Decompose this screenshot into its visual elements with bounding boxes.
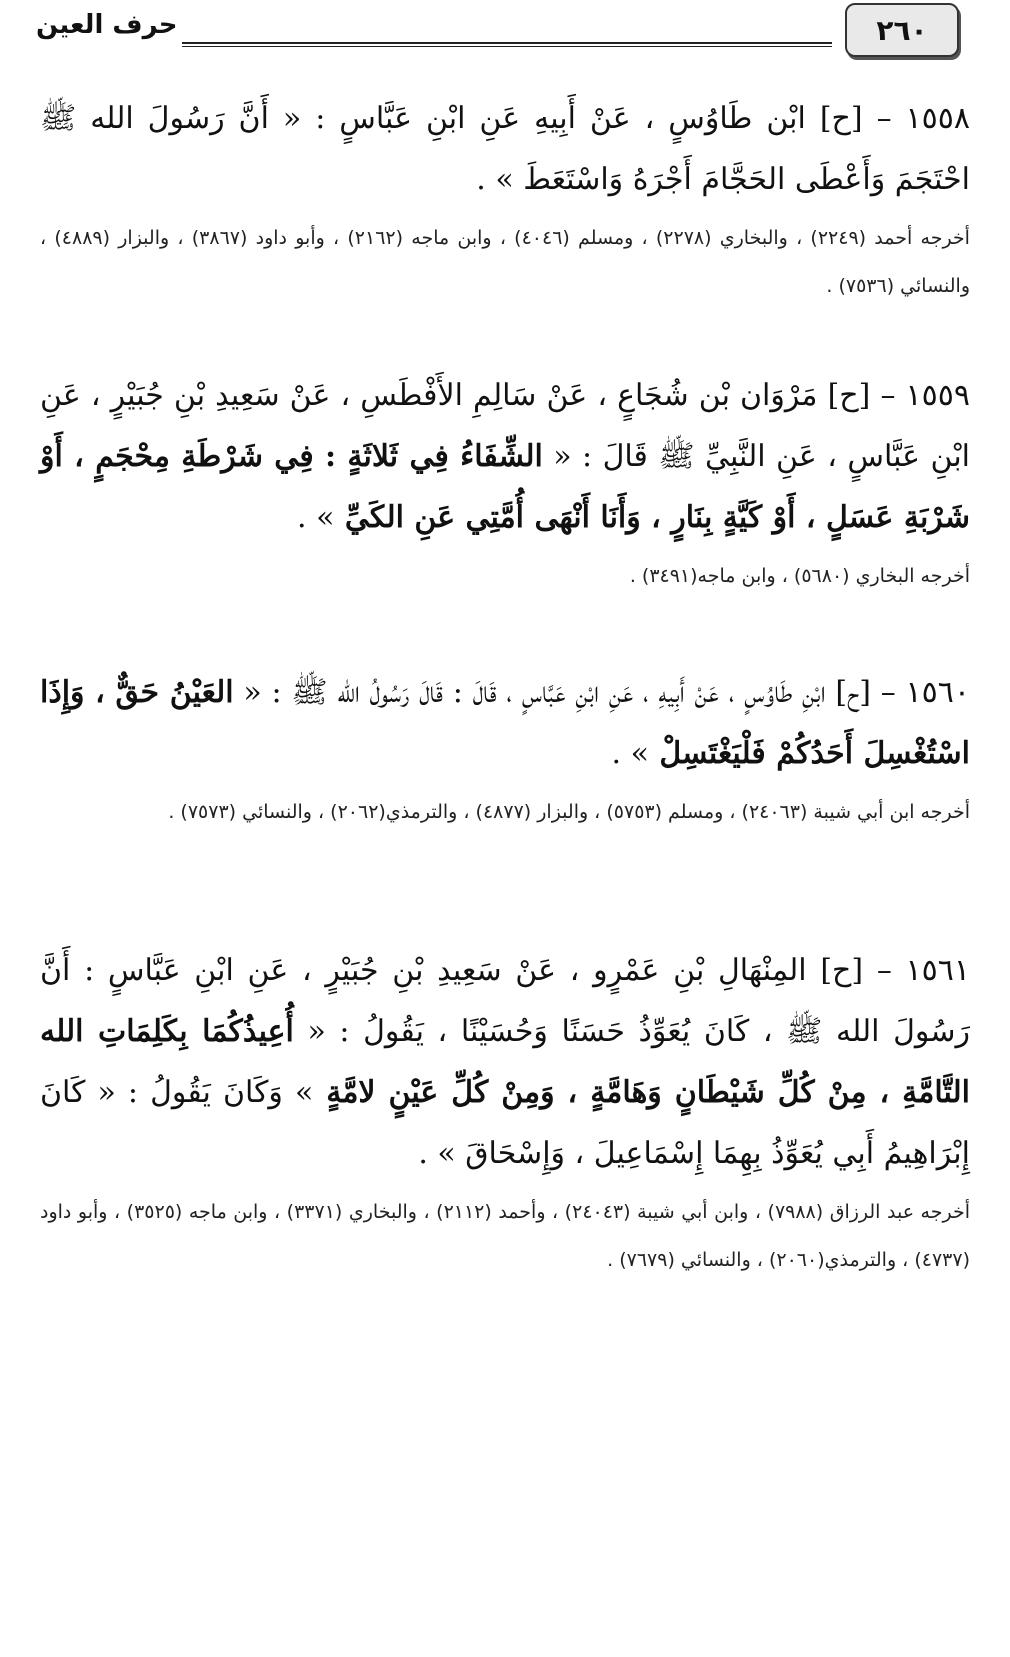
hadith-intro: – [ح] المِنْهَالِ بْنِ عَمْرٍو ، عَنْ سَعِيدِ بْنِ جُبَيْرٍ ، عَنِ ابْنِ عَبَّاسٍ : أَنَّ رَسُولَ الله ﷺ ، كَانَ يُعَوِّذُ حَسَنًا وَحُسَيْنًا ، يَقُولُ : «: [40, 953, 970, 1049]
page-number: ٢٦٠: [876, 13, 928, 47]
hadith-entry-1561: [40, 940, 970, 1284]
hadith-text: [40, 365, 970, 548]
hadith-text: [40, 940, 970, 1184]
takhrij-note: أخرجه البخاري (٥٦٨٠) ، وابن ماجه(٣٤٩١) .: [629, 565, 970, 587]
hadith-text: [40, 662, 970, 784]
hadith-text: [40, 88, 970, 210]
takhrij-note: أخرجه ابن أبي شيبة (٢٤٠٦٣) ، ومسلم (٥٧٥٣) ، والبزار (٤٨٧٧) ، والترمذي(٢٠٦٢) ، والنسائي (٧٥٧٣) .: [168, 801, 970, 823]
hadith-entry-1560: [40, 662, 970, 836]
hadith-quote: العَيْنُ حَقٌّ ، وَإِذَا اسْتُغْسِلَ أَحَدُكُمْ فَلْيَغْتَسِلْ: [40, 675, 970, 771]
header-rule: [182, 42, 832, 47]
hadith-entry-1559: [40, 365, 970, 600]
hadith-intro: – [ح] ابْنِ طَاوُسٍ ، عَنْ أَبِيهِ ، عَنِ ابْنِ عَبَّاسٍ ، قَالَ : قَالَ رَسُولُ الله ﷺ : «: [243, 675, 896, 710]
hadith-outro: » .: [297, 500, 335, 535]
hadith-entry-1558: [40, 88, 970, 310]
page-number-badge: [845, 3, 959, 57]
chapter-title: حرف العين: [36, 10, 178, 40]
hadith-outro: » .: [611, 736, 649, 771]
hadith-outro: » وَكَانَ يَقُولُ : « كَانَ إِبْرَاهِيمُ أَبِي يُعَوِّذُ بِهِمَا إِسْمَاعِيلَ ، وَإِسْحَاقَ » .: [40, 1075, 970, 1171]
hadith-intro: – [ح] مَرْوَان بْن شُجَاعٍ ، عَنْ سَالِمِ الأَفْطَسِ ، عَنْ سَعِيدِ بْنِ جُبَيْرٍ ، عَنِ ابْنِ عَبَّاسٍ ، عَنِ النَّبِيِّ ﷺ قَالَ : «: [40, 378, 970, 474]
hadith-number: ١٥٦٠: [905, 675, 970, 710]
takhrij-note: أخرجه أحمد (٢٢٤٩) ، والبخاري (٢٢٧٨) ، ومسلم (٤٠٤٦) ، وابن ماجه (٢١٦٢) ، وأبو داود (٣٨٦٧) ، والبزار (٤٨٨٩) ، والنسائي (٧٥٣٦) .: [40, 227, 970, 297]
takhrij-note: أخرجه عبد الرزاق (٧٩٨٨) ، وابن أبي شيبة (٢٤٠٤٣) ، وأحمد (٢١١٢) ، والبخاري (٣٣٧١) ، وابن ماجه (٣٥٢٥) ، وأبو داود (٤٧٣٧) ، والترمذي(٢٠٦٠) ، والنسائي (٧٦٧٩) .: [40, 1201, 970, 1271]
hadith-intro: – [ح] ابْن طَاوُسٍ ، عَنْ أَبِيهِ عَنِ ابْنِ عَبَّاسٍ : « أَنَّ رَسُولَ الله ﷺ احْتَجَمَ وَأَعْطَى الحَجَّامَ أَجْرَهُ وَاسْتَعَطَ » .: [40, 101, 970, 197]
hadith-quote: الشِّفَاءُ فِي ثَلاثَةٍ : فِي شَرْطَةِ مِحْجَمٍ ، أَوْ شَرْبَةِ عَسَلٍ ، أَوْ كَيَّةٍ بِنَارٍ ، وَأَنَا أَنْهَى أُمَّتِي عَنِ الكَيِّ: [40, 439, 970, 535]
hadith-quote: أُعِيذُكُمَا بِكَلِمَاتِ الله التَّامَّةِ ، مِنْ كُلِّ شَيْطَانٍ وَهَامَّةٍ ، وَمِنْ كُلِّ عَيْنٍ لامَّةٍ: [40, 1014, 970, 1110]
hadith-number: ١٥٥٩: [905, 378, 970, 413]
page-header: [0, 0, 1010, 70]
hadith-number: ١٥٦١: [905, 953, 970, 988]
hadith-number: ١٥٥٨: [905, 101, 970, 136]
